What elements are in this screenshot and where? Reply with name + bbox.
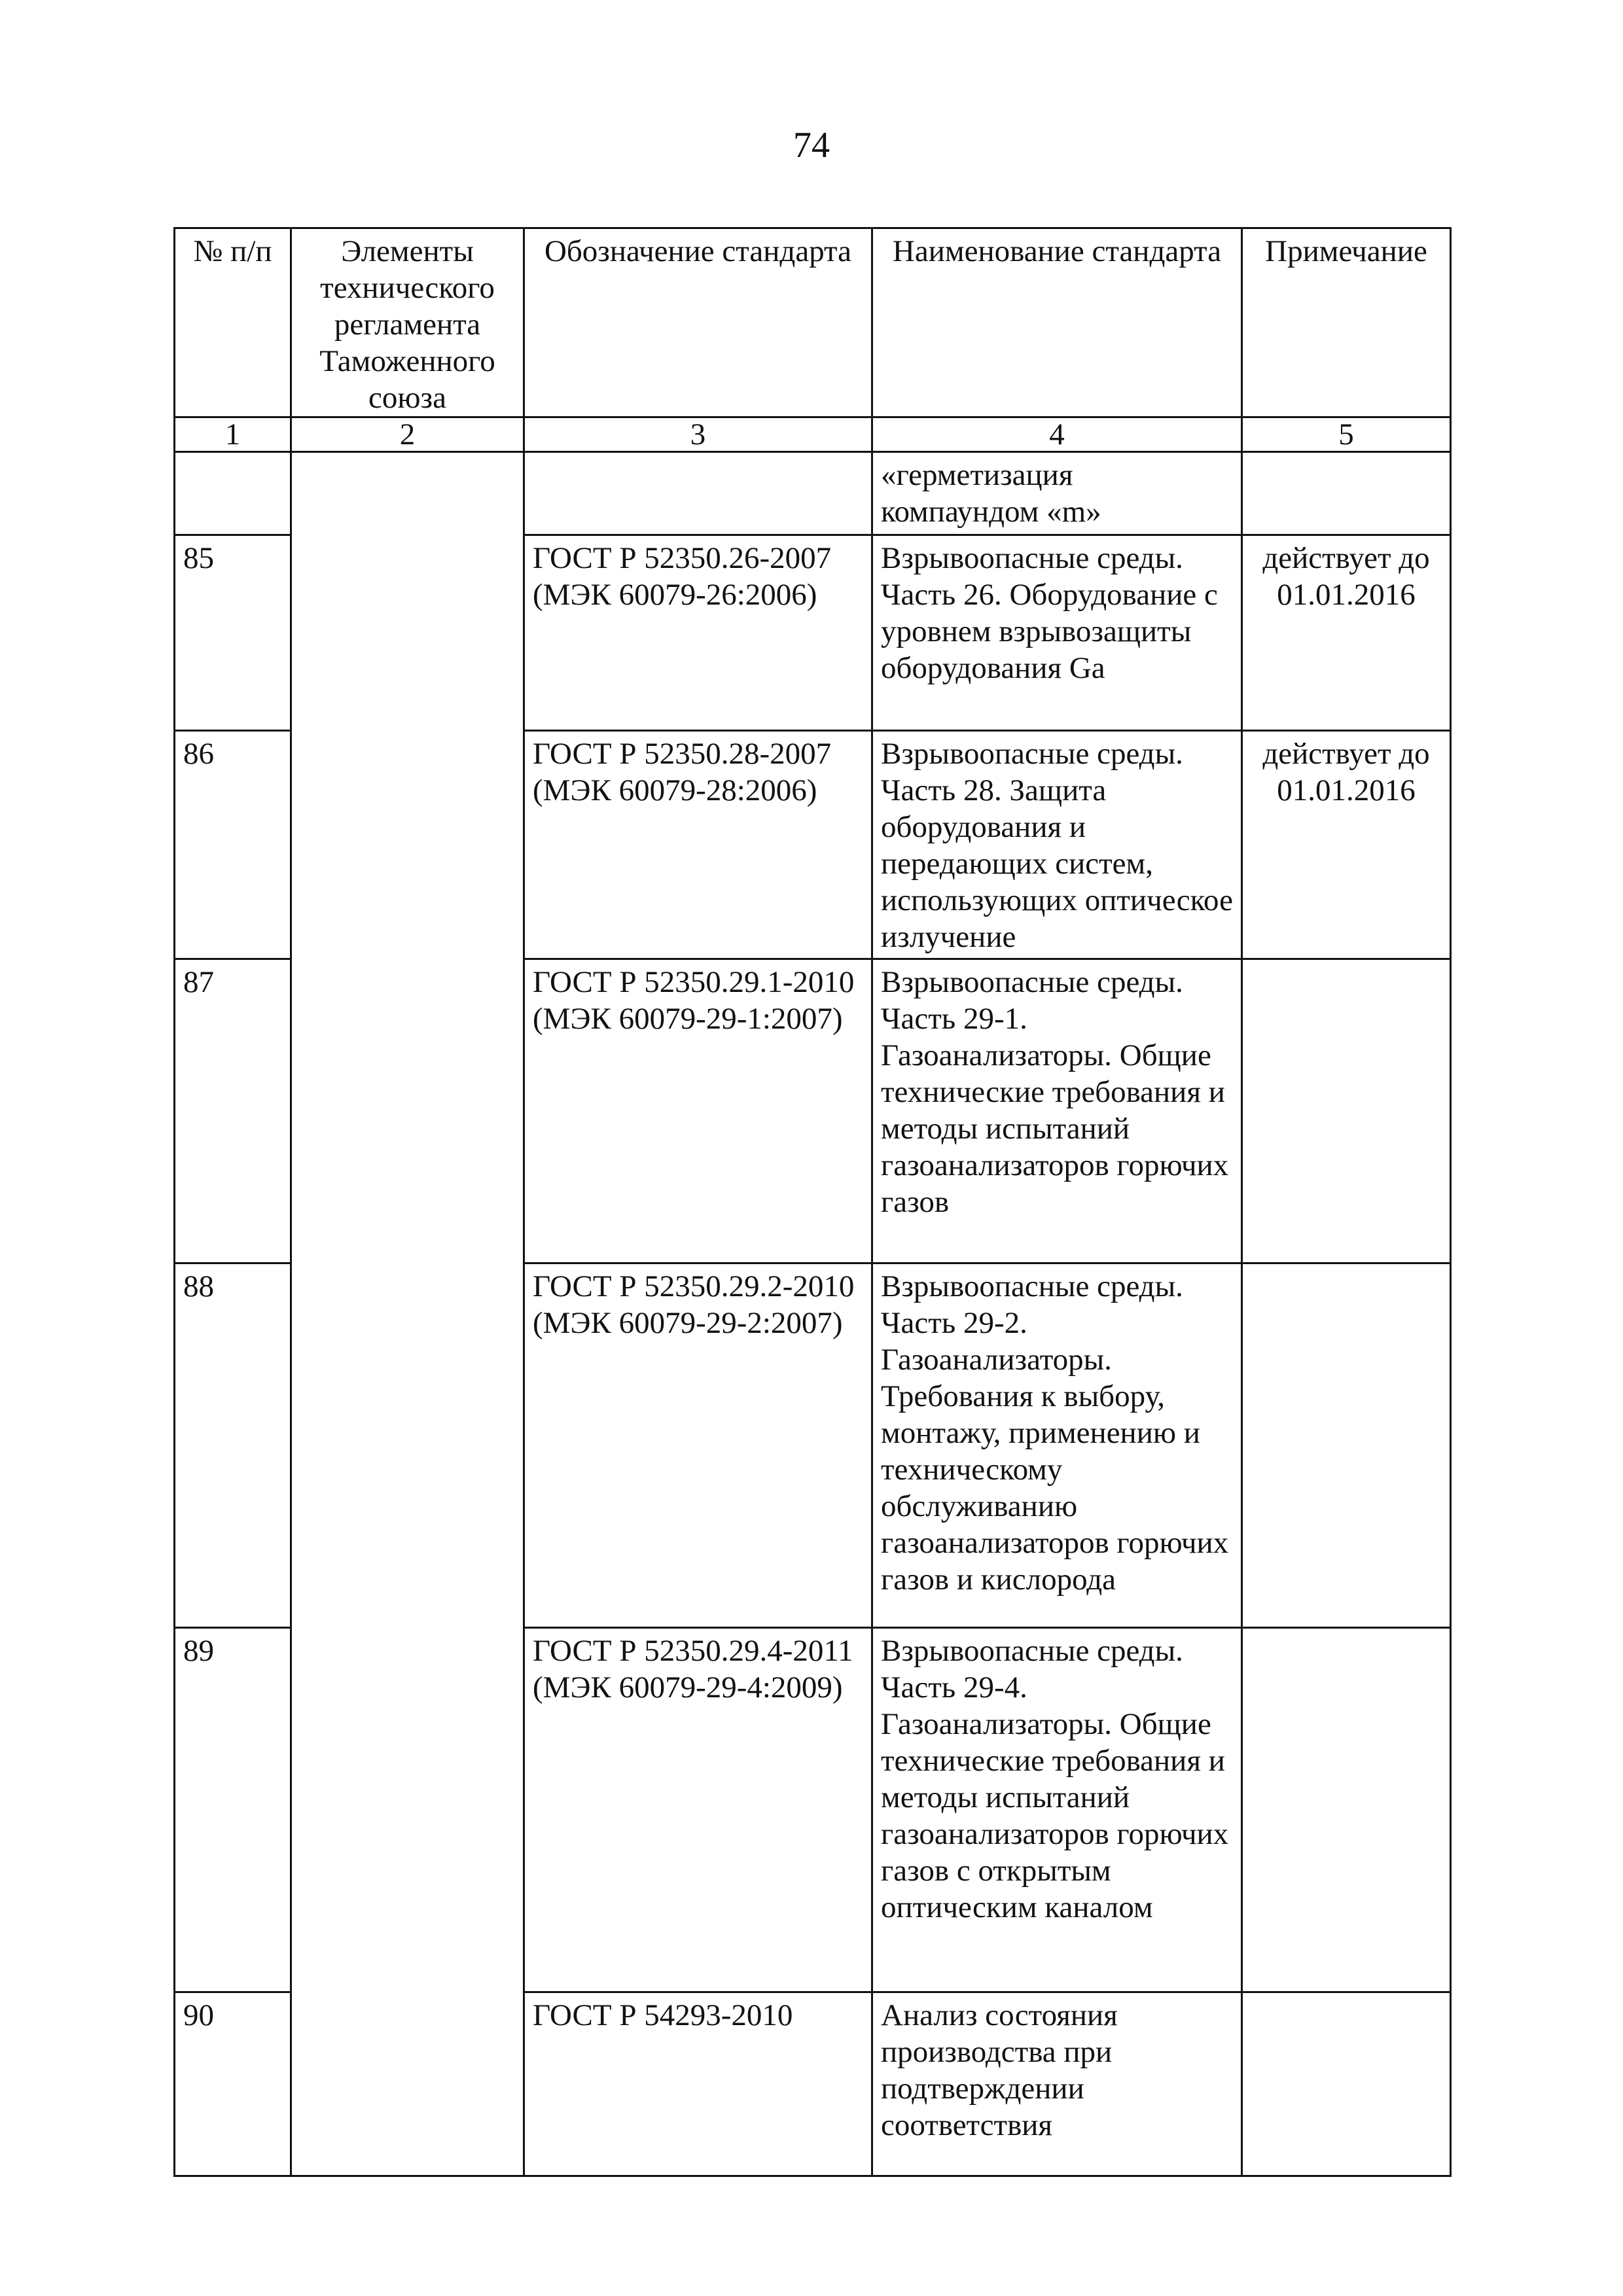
row-num: 88 [175, 1263, 291, 1628]
row-num: 85 [175, 535, 291, 731]
column-number: 4 [872, 417, 1242, 452]
table-header-row [175, 228, 1451, 417]
column-number: 5 [1242, 417, 1451, 452]
column-number-row [175, 417, 1451, 452]
row-num: 89 [175, 1628, 291, 1992]
column-number: 3 [524, 417, 872, 452]
row-note [1242, 959, 1451, 1263]
table-row [175, 452, 1451, 535]
column-number: 2 [291, 417, 524, 452]
row-name: Взрывоопасные среды. Часть 29-1. Газоанализаторы. Общие технические требования и методы испытаний газоанализаторов горючих газов [872, 959, 1242, 1263]
row-num: 90 [175, 1992, 291, 2176]
header-num: № п/п [175, 228, 291, 417]
row-name: Взрывоопасные среды. Часть 28. Защита оборудования и передающих систем, использующих оптическое излучение [872, 731, 1242, 959]
column-number: 1 [175, 417, 291, 452]
row-designation: ГОСТ Р 52350.29.4-2011 (МЭК 60079-29-4:2009) [524, 1628, 872, 1992]
row-name: Взрывоопасные среды. Часть 29-4. Газоанализаторы. Общие технические требования и методы испытаний газоанализаторов горючих газов с открытым оптическим каналом [872, 1628, 1242, 1992]
row-note [1242, 1263, 1451, 1628]
elements-cell [291, 452, 524, 2176]
row-name: «герметизация компаундом «m» [872, 452, 1242, 535]
row-name: Анализ состояния производства при подтверждении соответствия [872, 1992, 1242, 2176]
row-name: Взрывоопасные среды. Часть 26. Оборудование с уровнем взрывозащиты оборудования Ga [872, 535, 1242, 731]
header-elements: Элементы технического регламента Таможенного союза [291, 228, 524, 417]
header-name: Наименование стандарта [872, 228, 1242, 417]
page-number: 74 [793, 125, 830, 166]
row-name: Взрывоопасные среды. Часть 29-2. Газоанализаторы. Требования к выбору, монтажу, применению и техническому обслуживанию газоанализаторов горючих газов и кислорода [872, 1263, 1242, 1628]
row-note [1242, 452, 1451, 535]
header-note: Примечание [1242, 228, 1451, 417]
row-designation: ГОСТ Р 52350.26-2007 (МЭК 60079-26:2006) [524, 535, 872, 731]
row-note: действует до 01.01.2016 [1242, 535, 1451, 731]
row-num [175, 452, 291, 535]
row-note [1242, 1992, 1451, 2176]
row-designation: ГОСТ Р 54293-2010 [524, 1992, 872, 2176]
row-designation: ГОСТ Р 52350.28-2007 (МЭК 60079-28:2006) [524, 731, 872, 959]
row-note [1242, 1628, 1451, 1992]
row-designation [524, 452, 872, 535]
row-designation: ГОСТ Р 52350.29.2-2010 (МЭК 60079-29-2:2007) [524, 1263, 872, 1628]
row-num: 86 [175, 731, 291, 959]
row-num: 87 [175, 959, 291, 1263]
header-designation: Обозначение стандарта [524, 228, 872, 417]
row-note: действует до 01.01.2016 [1242, 731, 1451, 959]
row-designation: ГОСТ Р 52350.29.1-2010 (МЭК 60079-29-1:2007) [524, 959, 872, 1263]
standards-table [173, 227, 1452, 2177]
